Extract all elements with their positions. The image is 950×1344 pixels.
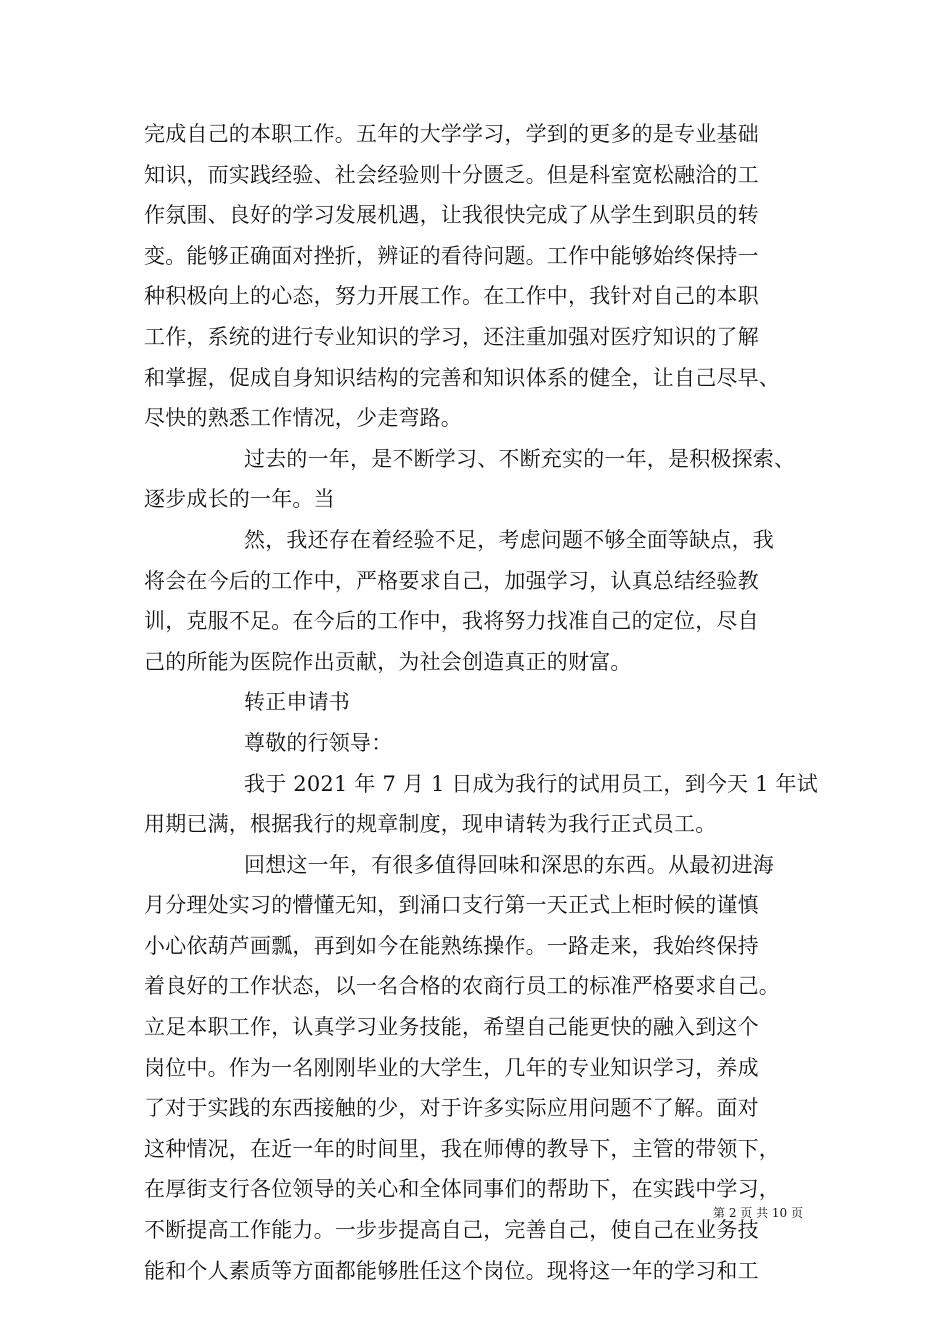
text-line: 尽快的熟悉工作情况，少走弯路。 xyxy=(144,406,462,431)
text-line: 我于 2021 年 7 月 1 日成为我行的试用员工，到今天 1 年试 xyxy=(244,771,818,796)
text-line: 己的所能为医院作出贡献，为社会创造真正的财富。 xyxy=(144,649,632,674)
document-body xyxy=(144,114,824,1291)
text-line: 和掌握，促成自身知识结构的完善和知识体系的健全，让自己尽早、 xyxy=(144,365,780,390)
page-footer xyxy=(0,1204,950,1221)
text-line: 小心依葫芦画瓢，再到如今在能熟练操作。一路走来，我始终保持 xyxy=(144,933,759,958)
text-line: 立足本职工作，认真学习业务技能，希望自己能更快的融入到这个 xyxy=(144,1015,759,1040)
text-line: 转正申请书 xyxy=(244,690,350,715)
text-line: 这种情况，在近一年的时间里，我在师傅的教导下，主管的带领下， xyxy=(144,1136,780,1161)
text-line: 将会在今后的工作中，严格要求自己，加强学习，认真总结经验教 xyxy=(144,568,759,593)
text-line: 能和个人素质等方面都能够胜任这个岗位。现将这一年的学习和工 xyxy=(144,1258,759,1283)
text-line: 种积极向上的心态，努力开展工作。在工作中，我针对自己的本职 xyxy=(144,284,759,309)
text-line: 训，克服不足。在今后的工作中，我将努力找准自己的定位，尽自 xyxy=(144,609,759,634)
text-line: 过去的一年，是不断学习、不断充实的一年，是积极探索、 xyxy=(244,446,796,471)
text-line: 在厚街支行各位领导的关心和全体同事们的帮助下，在实践中学习， xyxy=(144,1177,780,1202)
text-line: 工作，系统的进行专业知识的学习，还注重加强对医疗知识的了解 xyxy=(144,324,759,349)
text-line: 不断提高工作能力。一步步提高自己，完善自己，使自己在业务技 xyxy=(144,1218,759,1243)
text-line: 完成自己的本职工作。五年的大学学习，学到的更多的是专业基础 xyxy=(144,122,759,146)
text-line: 知识，而实践经验、社会经验则十分匮乏。但是科室宽松融洽的工 xyxy=(144,162,759,187)
text-line: 然，我还存在着经验不足，考虑问题不够全面等缺点，我 xyxy=(244,527,774,552)
text-line: 着良好的工作状态，以一名合格的农商行员工的标准严格要求自己。 xyxy=(144,974,780,999)
text-line: 了对于实践的东西接触的少，对于许多实际应用问题不了解。面对 xyxy=(144,1096,759,1121)
text-line: 逐步成长的一年。当 xyxy=(144,487,335,512)
text-line: 岗位中。作为一名刚刚毕业的大学生，几年的专业知识学习，养成 xyxy=(144,1055,759,1080)
text-line: 变。能够正确面对挫折，辨证的看待问题。工作中能够始终保持一 xyxy=(144,243,759,268)
text-line: 月分理处实习的懵懂无知，到涌口支行第一天正式上柜时候的谨慎 xyxy=(144,893,759,918)
text-line: 尊敬的行领导： xyxy=(244,730,393,755)
text-line: 回想这一年，有很多值得回味和深思的东西。从最初进海 xyxy=(244,852,774,877)
page-number-label: 第 2 页 共 10 页 xyxy=(713,1206,803,1220)
text-line: 作氛围、良好的学习发展机遇，让我很快完成了从学生到职员的转 xyxy=(144,203,759,228)
text-line: 用期已满，根据我行的规章制度，现申请转为我行正式员工。 xyxy=(144,812,717,837)
